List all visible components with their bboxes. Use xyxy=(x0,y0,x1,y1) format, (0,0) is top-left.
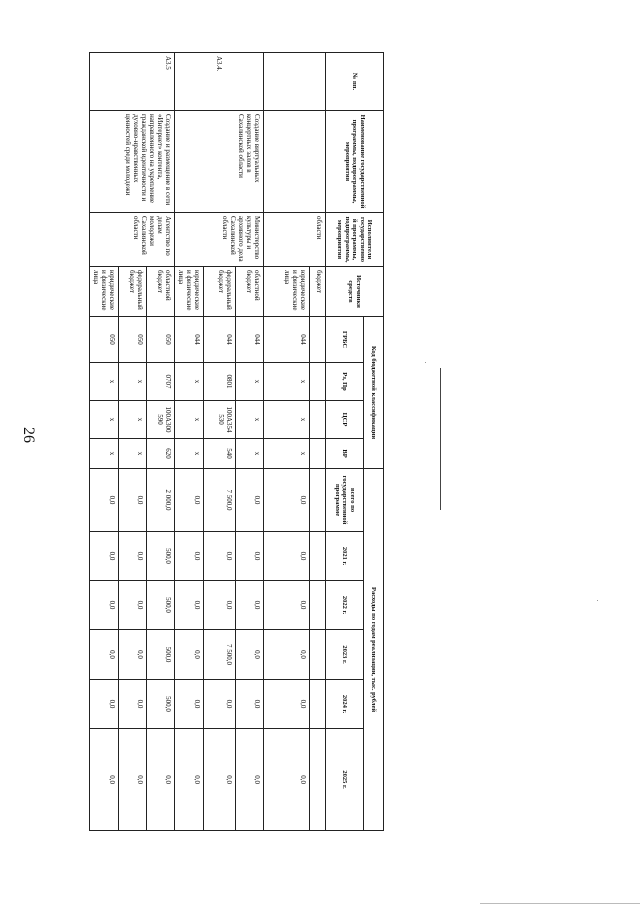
cell-2022: 0,0 xyxy=(236,581,264,630)
cell-2024: 0,0 xyxy=(174,680,203,729)
cell-csr: 100A300 590 xyxy=(146,401,174,439)
cell-num: А3.5 xyxy=(89,53,174,111)
cell-source: федеральный бюджет xyxy=(118,267,146,317)
cell-vr: 540 xyxy=(204,439,236,469)
cell-2025: 0,0 xyxy=(264,729,310,831)
cell-2024: 0,0 xyxy=(204,680,236,729)
cell-2023: 500,0 xyxy=(146,630,174,680)
header-total: всего по государственной программе xyxy=(326,469,364,532)
cell-csr: 100A354 530 xyxy=(204,401,236,439)
header-rzpr: Рз, Пр xyxy=(326,363,364,401)
header-grbs: ГРБС xyxy=(326,317,364,363)
header-csr: ЦСР xyxy=(326,401,364,439)
cell-2025: 0,0 xyxy=(89,729,118,831)
cell-2024: 0,0 xyxy=(89,680,118,729)
cell-2021: 0,0 xyxy=(264,532,310,581)
cell-grbs xyxy=(310,317,326,363)
cell-2022: 0,0 xyxy=(89,581,118,630)
cell-executor: Министерство культуры и архивного дела Сахалинской области xyxy=(174,213,263,267)
cell-vr: x xyxy=(174,439,203,469)
header-executor: Исполнители государственной программы, подпрограммы, мероприятия xyxy=(326,213,384,267)
cell-source: юридические и физические лица xyxy=(264,267,310,317)
cell-2024: 0,0 xyxy=(236,680,264,729)
header-expenses: Расходы по годам реализации, тыс. рублей xyxy=(364,469,384,831)
cell-2025: 0,0 xyxy=(118,729,146,831)
cell-vr: x xyxy=(118,439,146,469)
cell-name: Создание виртуальных концертных залов в Сахалинской области xyxy=(174,111,263,213)
cell-rzpr: x xyxy=(118,363,146,401)
cell-2021: 0,0 xyxy=(236,532,264,581)
cell-grbs: 044 xyxy=(204,317,236,363)
cell-num: А3.4. xyxy=(174,53,263,111)
cell-csr: x xyxy=(89,401,118,439)
cell-2023: 0,0 xyxy=(174,630,203,680)
cell-source: областной бюджет xyxy=(236,267,264,317)
cell-grbs: 050 xyxy=(118,317,146,363)
table-row xyxy=(236,53,264,831)
cell-source: юридические и физические лица xyxy=(89,267,118,317)
cell-2021: 0,0 xyxy=(174,532,203,581)
cell-csr: x xyxy=(236,401,264,439)
header-name: Наименование государственной программы, подпрограммы, мероприятия xyxy=(326,111,384,213)
cell-vr: x xyxy=(89,439,118,469)
cell-grbs: 044 xyxy=(236,317,264,363)
header-row-top xyxy=(364,53,384,831)
cell-2024: 0,0 xyxy=(264,680,310,729)
cell-2025 xyxy=(310,729,326,831)
cell-2023: 7 500,0 xyxy=(204,630,236,680)
cell-total: 7 500,0 xyxy=(204,469,236,532)
rotated-budget-table-frame xyxy=(91,52,384,830)
cell-2021: 0,0 xyxy=(204,532,236,581)
cell-2022: 0,0 xyxy=(118,581,146,630)
cell-2025: 0,0 xyxy=(236,729,264,831)
table-row xyxy=(146,53,174,831)
cell-total: 2 000,0 xyxy=(146,469,174,532)
cell-rzpr: 0707 xyxy=(146,363,174,401)
cell-2025: 0,0 xyxy=(204,729,236,831)
cell-csr: x xyxy=(174,401,203,439)
cell-num xyxy=(264,53,326,111)
cell-2022: 500,0 xyxy=(146,581,174,630)
header-vr: ВР xyxy=(326,439,364,469)
header-2021: 2021 г. xyxy=(326,532,364,581)
cell-2023 xyxy=(310,630,326,680)
cell-2021: 0,0 xyxy=(118,532,146,581)
cell-rzpr: x xyxy=(264,363,310,401)
cell-rzpr: x xyxy=(89,363,118,401)
cell-2023: 0,0 xyxy=(89,630,118,680)
cell-2021 xyxy=(310,532,326,581)
cell-total: 0,0 xyxy=(118,469,146,532)
cell-grbs: 050 xyxy=(89,317,118,363)
cell-csr: x xyxy=(264,401,310,439)
cell-vr xyxy=(310,439,326,469)
cell-rzpr: x xyxy=(174,363,203,401)
cell-vr: x xyxy=(236,439,264,469)
cell-total xyxy=(310,469,326,532)
cell-grbs: 044 xyxy=(264,317,310,363)
cell-2022: 0,0 xyxy=(264,581,310,630)
separator-line xyxy=(440,368,441,510)
scan-edge-line xyxy=(480,903,640,904)
cell-name: Создание и размещение в сети «Интернет» контента, направленного на укрепление гражданской идентичности и духовно-нравственных ценностей среди молодежи xyxy=(89,111,174,213)
cell-vr: 620 xyxy=(146,439,174,469)
cell-rzpr: x xyxy=(236,363,264,401)
cell-2022: 0,0 xyxy=(204,581,236,630)
cell-2023: 0,0 xyxy=(236,630,264,680)
header-2024: 2024 г. xyxy=(326,680,364,729)
cell-total: 0,0 xyxy=(264,469,310,532)
cell-total: 0,0 xyxy=(174,469,203,532)
cell-source: бюджет xyxy=(310,267,326,317)
cell-source: федеральный бюджет xyxy=(204,267,236,317)
cell-2023: 0,0 xyxy=(118,630,146,680)
cell-2024: 0,0 xyxy=(118,680,146,729)
cell-csr xyxy=(310,401,326,439)
cell-2025: 0,0 xyxy=(146,729,174,831)
cell-2024 xyxy=(310,680,326,729)
page-number: 26 xyxy=(20,427,37,443)
scan-speck xyxy=(597,600,598,601)
cell-grbs: 044 xyxy=(174,317,203,363)
cell-2025: 0,0 xyxy=(174,729,203,831)
cell-name xyxy=(264,111,326,213)
cell-source: областной бюджет xyxy=(146,267,174,317)
cell-executor: области xyxy=(264,213,326,267)
header-2025: 2025 г. xyxy=(326,729,364,831)
cell-csr: x xyxy=(118,401,146,439)
cell-2021: 0,0 xyxy=(89,532,118,581)
cell-rzpr: 0801 xyxy=(204,363,236,401)
header-2022: 2022 г. xyxy=(326,581,364,630)
cell-2023: 0,0 xyxy=(264,630,310,680)
cell-grbs: 050 xyxy=(146,317,174,363)
cell-2021: 500,0 xyxy=(146,532,174,581)
cell-source: юридические и физические лица xyxy=(174,267,203,317)
budget-table xyxy=(89,52,384,831)
cell-2024: 500,0 xyxy=(146,680,174,729)
scan-speck xyxy=(425,362,426,363)
table-row xyxy=(310,53,326,831)
header-classification: Код бюджетной классификации xyxy=(364,317,384,469)
header-source: Источники средств xyxy=(326,267,384,317)
cell-2022: 0,0 xyxy=(174,581,203,630)
cell-total: 0,0 xyxy=(89,469,118,532)
cell-executor: Агентство по делам молодежи Сахалинской области xyxy=(89,213,174,267)
header-num: № пп. xyxy=(326,53,384,111)
cell-rzpr xyxy=(310,363,326,401)
cell-2022 xyxy=(310,581,326,630)
header-2023: 2023 г. xyxy=(326,630,364,680)
cell-total: 0,0 xyxy=(236,469,264,532)
cell-vr: x xyxy=(264,439,310,469)
